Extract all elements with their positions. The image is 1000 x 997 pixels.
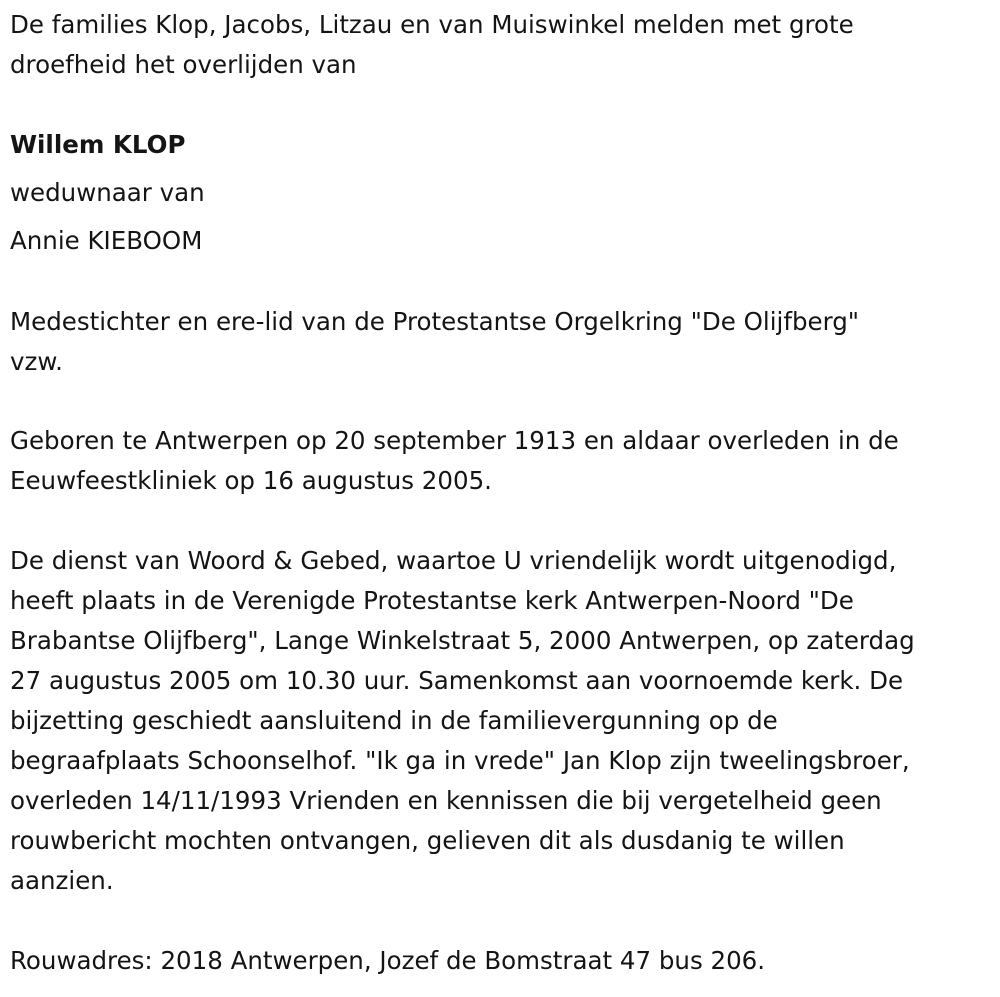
mourning-address: Rouwadres: 2018 Antwerpen, Jozef de Bomstraat 47 bus 206.	[10, 946, 766, 975]
intro-paragraph: De families Klop, Jacobs, Litzau en van Muiswinkel melden met grote droefheid het overlijden van	[10, 10, 854, 79]
service-paragraph: De dienst van Woord & Gebed, waartoe U vriendelijk wordt uitgenodigd, heeft plaats in de Verenigde Protestantse kerk Antwerpen-Noord "De Brabantse Olijfberg", Lange Winkelstraat 5, 2000 Antwerpen, op zaterdag 27 augustus 2005 om 10.30 uur. Samenkomst aan voornoemde kerk. De bijzetting geschiedt aansluitend in de familievergunning op de begraafplaats Schoonselhof. "Ik ga in vrede" Jan Klop zijn tweelingsbroer, overleden 14/11/1993 Vrienden en kennissen die bij vergetelheid geen rouwbericht mochten ontvangen, gelieven dit als dusdanig te willen aanzien.	[10, 546, 915, 895]
founder-paragraph: Medestichter en ere-lid van de Protestantse Orgelkring "De Olijfberg" vzw.	[10, 307, 860, 376]
deceased-name: Willem KLOP	[10, 130, 186, 159]
widower-label: weduwnaar van	[10, 178, 205, 207]
birth-death-paragraph: Geboren te Antwerpen op 20 september 1913 en aldaar overleden in de Eeuwfeestkliniek op 16 augustus 2005.	[10, 426, 899, 495]
spouse-name: Annie KIEBOOM	[10, 226, 203, 255]
